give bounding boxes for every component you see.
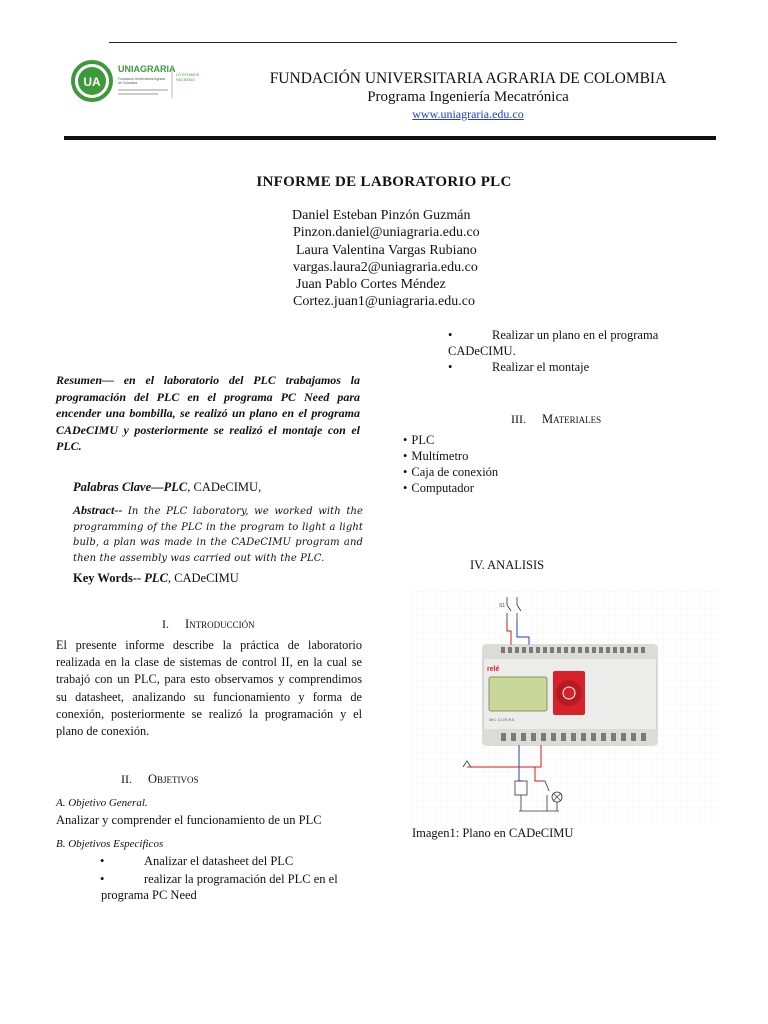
bullet-icon: • [100,872,105,886]
list-item-text: Analizar el datasheet del PLC [144,854,294,868]
author-name: Juan Pablo Cortes Méndez [296,277,446,293]
abstract-en [73,503,363,566]
author-name: Laura Valentina Vargas Rubiano [296,242,477,258]
svg-text:HACIENDO: HACIENDO [176,78,195,82]
subheading-objetivos-especificos: B. Objetivos Especificos [56,838,164,850]
bullet-icon: • [448,328,453,342]
subheading-objetivo-general: A. Objetivo General. [56,797,148,809]
section-heading-objetivos [121,772,199,787]
abstract-label: Abstract-- [73,503,123,517]
plc-wiring-diagram [411,591,721,824]
author-name: Daniel Esteban Pinzón Guzmán [292,208,471,223]
bullet-icon: • [403,449,408,463]
svg-text:de Colombia: de Colombia [118,81,138,85]
header-bottom-rule [64,136,716,140]
list-item [100,853,293,870]
author-block [292,207,480,311]
keywords-en [73,571,239,586]
section-heading-materiales [511,412,601,427]
section-heading-introduccion [162,617,255,632]
author-email[interactable]: vargas.laura2@uniagraria.edu.co [293,259,478,275]
header-top-rule [109,42,677,43]
list-item [448,327,658,344]
section-name: Materiales [542,412,602,426]
keywords-es-label: Palabras Clave— [73,480,164,494]
objetivo-general-text: Analizar y comprender el funcionamiento de un PLC [56,813,322,827]
list-item [403,480,498,496]
list-item-text: PLC [411,433,435,447]
section-number: III. [511,412,526,426]
website-link[interactable]: www.uniagraria.edu.co [412,107,524,121]
keywords-es-rest: , CADeCIMU, [187,480,262,494]
document-title: INFORME DE LABORATORIO PLC [256,174,512,190]
section-heading-analisis: IV. ANALISIS [470,558,545,572]
list-item-text: Realizar un plano en el programa [492,328,659,342]
keywords-en-term: PLC [144,571,168,585]
svg-text:LO ESTAMOS: LO ESTAMOS [176,73,200,77]
plc-brand-label: relé [487,666,500,673]
uniagraria-logo [68,56,216,110]
keywords-es [73,480,261,495]
list-item [403,464,498,480]
keywords-en-rest: , CADeCIMU [167,571,239,585]
keywords-en-label: Key Words-- [73,571,145,585]
bullet-icon: • [100,854,105,868]
author-email[interactable]: Pinzon.daniel@uniagraria.edu.co [293,225,480,241]
list-item-continuation: programa PC Need [101,888,197,902]
resumen-paragraph: Resumen— en el laboratorio del PLC trabajamos la programación del PLC en el programa PC Need para encender una bombilla, se realizó un plano en el programa CADeCIMU y posteriormente se realizó el montaje con el PLC. [56,373,360,454]
bullet-icon: • [448,360,453,374]
abstract-text: In the PLC laboratory, we worked with the programming of the PLC in the program to light a light bulb, a plan was made in the CADeCIMU program and then the assembly was carried out with the PLC. [73,506,363,564]
bullet-icon: • [403,481,408,495]
list-item [403,448,498,464]
svg-text:MIC 12-IR-RA: MIC 12-IR-RA [489,717,515,722]
svg-text:Fundación Universitaria Agrari: Fundación Universitaria Agraria [118,77,166,81]
list-item-text: Computador [411,481,474,495]
list-item-text: Realizar el montaje [492,360,590,374]
svg-text:UNIAGRARIA: UNIAGRARIA [118,64,176,74]
svg-text:UA: UA [83,75,101,89]
list-item-text: Caja de conexión [411,465,499,479]
section-name: Introducción [185,617,255,631]
introduccion-paragraph: El presente informe describe la práctica de laboratorio realizada en la clase de sistemas de control II, en la cual se trabajó con un PLC, para esto observamos y comprendimos su datasheet, analizando su funcionamiento y forma de conexión, posteriormente se realizó la programación y el plano de conexión. [56,638,362,739]
section-number: I. [162,617,169,631]
keywords-es-term: PLC [163,480,188,494]
program-name: Programa Ingeniería Mecatrónica [367,89,569,105]
list-item-text: Multímetro [411,449,469,463]
section-name: Objetivos [148,772,199,786]
list-item-text: realizar la programación del PLC en el [144,872,338,886]
list-item-continuation: CADeCIMU. [448,344,516,358]
section-number: II. [121,772,132,786]
bullet-icon: • [403,465,408,479]
list-item [403,432,498,448]
materiales-list [403,432,498,496]
author-email[interactable]: Cortez.juan1@uniagraria.edu.co [293,294,475,310]
figure-caption: Imagen1: Plano en CADeCIMU [412,826,574,840]
list-item [100,871,338,888]
bullet-icon: • [403,433,408,447]
institution-name: FUNDACIÓN UNIVERSITARIA AGRARIA DE COLOMBIA [269,70,667,87]
list-item [448,360,589,375]
svg-text:S1: S1 [499,603,506,609]
